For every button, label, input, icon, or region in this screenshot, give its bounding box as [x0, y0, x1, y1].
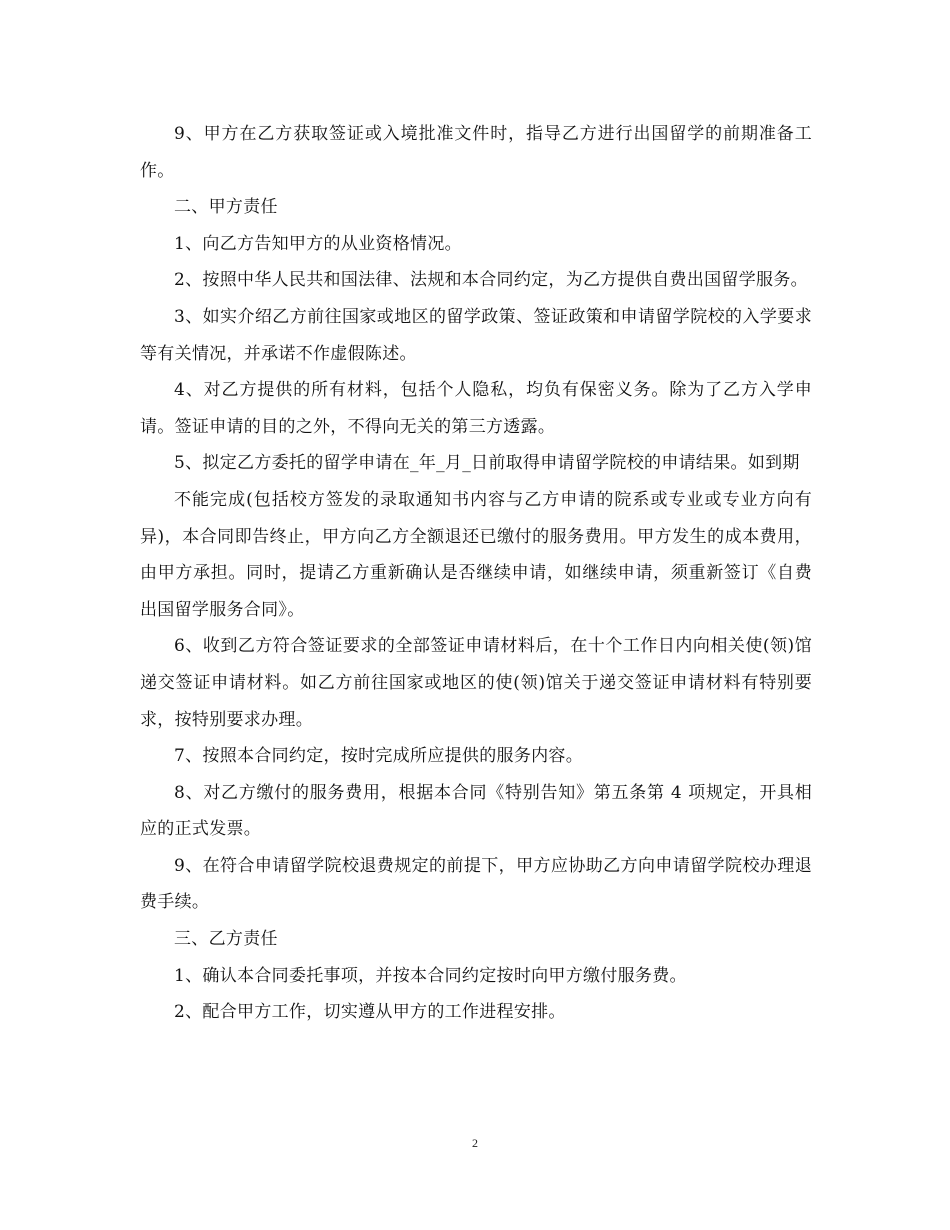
paragraph-b-duty-1: 1、确认本合同委托事项，并按本合同约定按时向甲方缴付服务费。 [174, 965, 687, 986]
paragraph-duty-9: 9、在符合申请留学院校退费规定的前提下，甲方应协助乙方向申请留学院校办理退费手续。 [140, 855, 812, 913]
paragraph-duty-1: 1、向乙方告知甲方的从业资格情况。 [174, 233, 462, 254]
paragraph-duty-3: 3、如实介绍乙方前往国家或地区的留学政策、签证政策和申请留学院校的入学要求等有关情况，并承诺不作虚假陈述。 [140, 306, 812, 364]
document-body [140, 116, 812, 1031]
paragraph-duty-5: 5、拟定乙方委托的留学申请在_年_月_日前取得申请留学院校的申请结果。如到期 [174, 453, 800, 474]
paragraph-item-9-guidance: 9、甲方在乙方获取签证或入境批准文件时，指导乙方进行出国留学的前期准备工作。 [140, 124, 812, 181]
paragraph-duty-4: 4、对乙方提供的所有材料，包括个人隐私，均负有保密义务。除为了乙方入学申请。签证申请的目的之外，不得向无关的第三方透露。 [140, 380, 812, 437]
paragraph-duty-7: 7、按照本合同约定，按时完成所应提供的服务内容。 [174, 746, 584, 767]
paragraph-duty-5-continued: 不能完成(包括校方签发的录取通知书内容与乙方申请的院系或专业或专业方向有异)，本合同即告终止，甲方向乙方全额退还已缴付的服务费用。甲方发生的成本费用，由甲方承担。同时，提请乙方重新确认是否继续申请，如继续申请，须重新签订《自费出国留学服务合同》。 [140, 489, 812, 620]
paragraph-b-duty-2: 2、配合甲方工作，切实遵从甲方的工作进程安排。 [174, 1002, 566, 1023]
section-heading-party-a-duties: 二、甲方责任 [174, 197, 278, 218]
page-number: 2 [472, 1136, 478, 1150]
paragraph-duty-2: 2、按照中华人民共和国法律、法规和本合同约定，为乙方提供自费出国留学服务。 [174, 270, 808, 291]
paragraph-duty-8: 8、对乙方缴付的服务费用，根据本合同《特别告知》第五条第 4 项规定，开具相应的正式发票。 [140, 782, 812, 840]
section-heading-party-b-duties: 三、乙方责任 [174, 929, 278, 950]
paragraph-duty-6: 6、收到乙方符合签证要求的全部签证申请材料后，在十个工作日内向相关使(领)馆递交签证申请材料。如乙方前往国家或地区的使(领)馆关于递交签证申请材料有特别要求，按特别要求办理。 [140, 636, 812, 730]
